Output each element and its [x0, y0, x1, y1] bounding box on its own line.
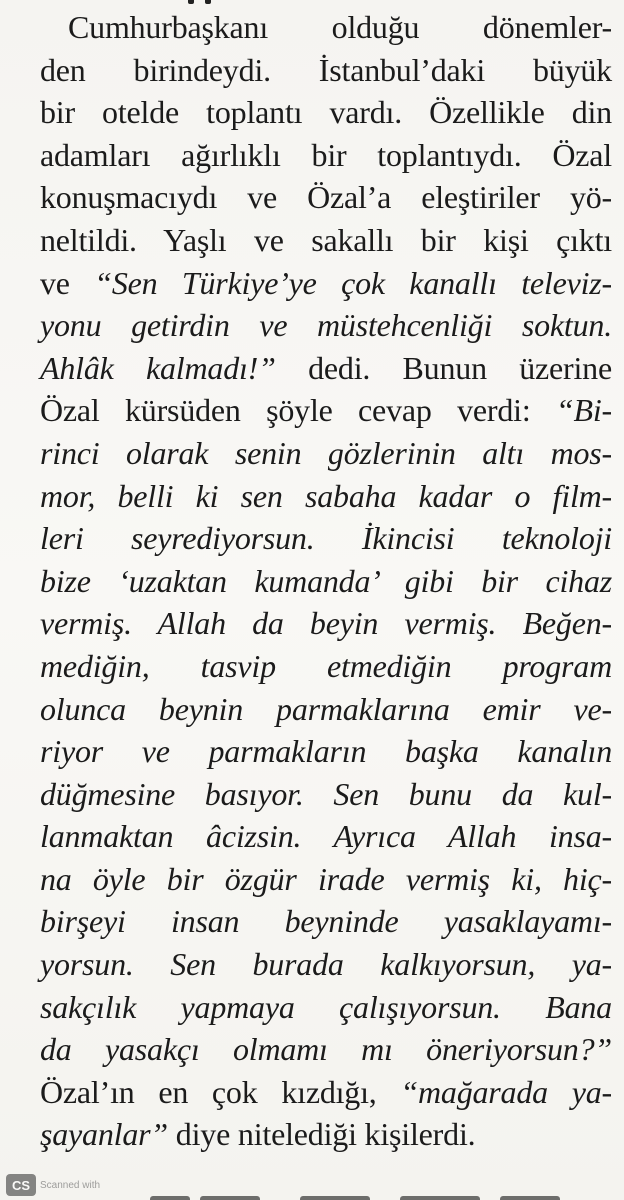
body-text: konuşmacıydı ve Özal’a eleştiriler yö- — [40, 179, 612, 216]
quoted-italic-text: vermiş. Allah da beyin vermiş. Beğen- — [40, 605, 612, 642]
body-text: Özal’ın en çok kızdığı, — [40, 1073, 401, 1110]
quoted-italic-text: birşeyi insan beyninde yasaklayamı- — [40, 903, 612, 940]
quoted-italic-text: riyor ve parmakların başka kanalın — [40, 733, 612, 770]
text-line — [40, 389, 612, 432]
quoted-italic-text: leri seyrediyorsun. İkincisi teknoloji — [40, 520, 612, 557]
quoted-italic-text: sakçılık yapmaya çalışıyorsun. Bana — [40, 988, 612, 1025]
body-text: neltildi. Yaşlı ve sakallı bir kişi çıktı — [40, 221, 612, 258]
quoted-italic-text: mediğin, tasvip etmediğin program — [40, 647, 612, 684]
article-text-column — [40, 6, 612, 1156]
quoted-italic-text: yorsun. Sen burada kalkıyorsun, ya- — [40, 946, 612, 983]
text-line — [40, 304, 612, 347]
quoted-italic-text: bize ‘uzaktan kumanda’ gibi bir cihaz — [40, 562, 612, 599]
text-line — [40, 219, 612, 262]
text-line — [40, 645, 612, 688]
text-line — [40, 347, 612, 390]
text-line — [40, 176, 612, 219]
text-line — [40, 858, 612, 901]
text-line — [40, 49, 612, 92]
quoted-italic-text: rinci olarak senin gözlerinin altı mos- — [40, 434, 612, 471]
camscanner-logo-icon: CS — [6, 1174, 36, 1196]
text-line — [40, 560, 612, 603]
text-line — [40, 943, 612, 986]
text-line — [40, 773, 612, 816]
text-line — [40, 1071, 612, 1114]
quoted-italic-text: olunca beynin parmaklarına emir ve- — [40, 690, 612, 727]
quoted-italic-text: “Sen Türkiye’ye çok kanallı televiz- — [94, 264, 612, 301]
text-line — [40, 432, 612, 475]
body-text: adamları ağırlıklı bir toplantıydı. Özal — [40, 136, 612, 173]
quoted-italic-text: “Bi- — [555, 392, 612, 429]
text-line — [40, 986, 612, 1029]
scanner-watermark — [6, 1174, 100, 1196]
body-text: den birindeydi. İstanbul’daki büyük — [40, 51, 612, 88]
text-line — [40, 1028, 612, 1071]
quoted-italic-text: yonu getirdin ve müstehcenliği soktun. — [40, 307, 612, 344]
text-line — [40, 517, 612, 560]
quoted-italic-text: “mağarada ya- — [400, 1073, 612, 1110]
text-line — [40, 91, 612, 134]
quoted-italic-text: düğmesine basıyor. Sen bunu da kul- — [40, 775, 612, 812]
text-line — [40, 262, 612, 305]
text-line — [40, 602, 612, 645]
text-line — [40, 134, 612, 177]
quoted-italic-text: Ahlâk kalmadı!” — [40, 349, 276, 386]
watermark-text: Scanned with — [40, 1179, 101, 1191]
quoted-italic-text: lanmaktan âcizsin. Ayrıca Allah insa- — [40, 818, 612, 855]
body-text: Cumhurbaşkanı olduğu dönemler- — [68, 9, 612, 45]
body-text: bir otelde toplantı vardı. Özellikle din — [40, 94, 612, 131]
quoted-italic-text: na öyle bir özgür irade vermiş ki, hiç- — [40, 860, 612, 897]
text-line — [40, 6, 612, 49]
body-text: Özal kürsüden şöyle cevap verdi: — [40, 392, 556, 429]
text-line — [40, 900, 612, 943]
text-line — [40, 730, 612, 773]
quoted-italic-text: mor, belli ki sen sabaha kadar o film- — [40, 477, 612, 514]
text-line — [40, 475, 612, 518]
text-line — [40, 688, 612, 731]
body-text: ve — [40, 264, 95, 301]
text-line — [40, 1113, 612, 1156]
quoted-italic-text: şayanlar” — [40, 1116, 168, 1153]
quoted-italic-text: da yasakçı olmamı mı öneriyorsun?” — [40, 1031, 612, 1068]
body-text: diye nitelediği kişilerdi. — [168, 1116, 476, 1153]
text-line — [40, 815, 612, 858]
body-text: dedi. Bunun üzerine — [275, 349, 612, 386]
